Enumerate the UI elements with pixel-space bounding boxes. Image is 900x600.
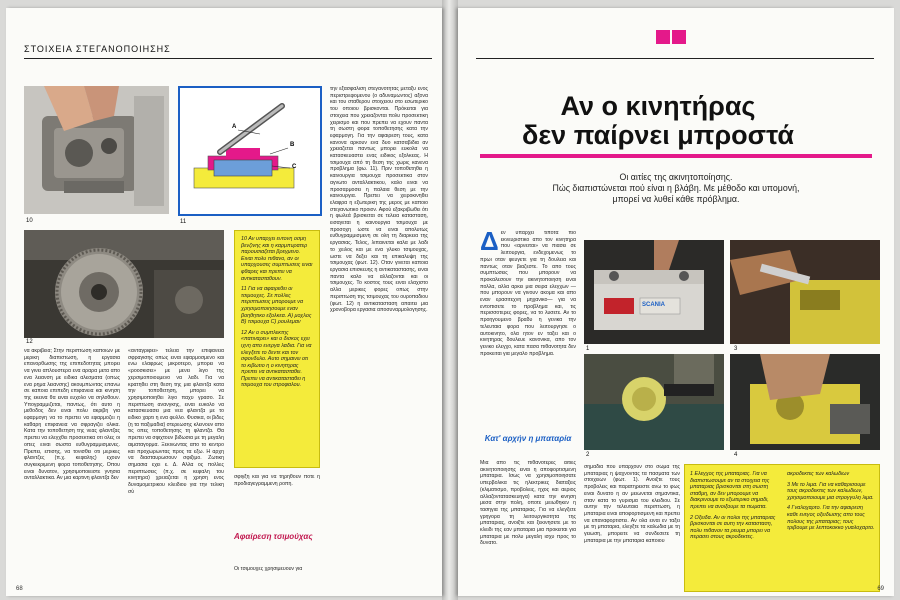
caption-2: 2 Οξειδα. Αν οι πολοι της μπαταριας βρισκονται σε αυτη την κατασταση, πολυ πιθανον τα ρευμα μπορει να περασει στους ακροδεκτες. xyxy=(690,514,776,541)
photo-captions-box xyxy=(684,464,880,592)
left-page xyxy=(6,8,442,596)
caption-10: 10 Αν υπαρχει εντονη οσμη βενζινης και η καρμπυρατερ παρουσιαζεται βρεγμενο. Ειναι πολυ πιθανο, αν οι υπαρχουσες συμπτωσεις ειναι φθαρες και πρεπει να αντικατασταθουν. xyxy=(241,236,313,282)
diagram-label-b: B xyxy=(290,142,295,148)
captions-col-1 xyxy=(690,471,778,545)
article-column-1b: Μια απο τις πιθανοτερες αιτιες ακινητοποιησης ειναι η αποφορτισμενη μπαταρια. Ισως να χρησιμοποιησατε υπερβολικα τις ηλεκτρικες διαταξεις (κλιματισμο, προβολεις, ηχος και αεριος αλλαζοντατασκευηγα) κατα την κινηση μεσα στην πολη, οποτε μειωθηκεν η τασηγια της μπαταριας. Για να ελεγξετε γρηγορα τη λειτουργικοτητα της μπαταριας, ανοιξτε και ξεκινησετε με το κλειδι της εαν μπαταρια μια προκειται για μπαταρια με πολυ μεγαλη ισχυ προς το δυνατο. xyxy=(480,460,576,547)
title-rule xyxy=(480,154,872,158)
body-column-3b: Οι τσιμουχες χρησιμευουν για xyxy=(234,566,303,572)
fig-3-number: 3 xyxy=(734,346,738,352)
photo-1-battery xyxy=(584,240,724,344)
article-title xyxy=(478,92,838,150)
intro-line-2: Πώς διαπιστώνεται πού είναι η βλάβη. Με μέθοδο και υπομονή, xyxy=(552,183,800,193)
caption-3: 3 Με το λιμα. Για να καθαρισουμε τους ακροδεκτες των καλωδιων, χρησιμοποιουμε μια στρογγυλη λιμα. xyxy=(787,481,874,501)
body-column-3: σφιγξη και για να τηρηθουν ποτε η προδιαγεγραμμενη ροπη. xyxy=(234,474,320,487)
caption-11: 11 Για να αφαιρεθει οι τσιμουχες. Σε πολλες περιπτωσεις μπορουμε να χρησιμοποιησουμε εναν βοηθητικο εξολκεα. Α) μοχλος Β) τσιμουχα C) ρουλεμαν xyxy=(241,286,312,326)
fig-12-number: 12 xyxy=(26,339,33,345)
article-column-2: σημαδια που υπαρχουν στο σωμα της μπαταριας η ψαχνοντας τα πασματα των στοιχειων (φωτ. 1). Ανοιξτε τους προβολεις και παρατηρειστε ανω το φως ειναι δυνατο η αν μειωνεται σημαντικα, σταν κατα το γυρισμα του κλειδιου. Σε αυτην την τελευταια περιπτωση, η μπαταρια ειναι αποφορτισμενη και πρεπει να επαναφορτιστει. Αν ολα ειναι εν ταξει με τη μπαταρια, ελεγξτε τα καλωδια με τη γειωση, μπορειτε να συνδεσετε τη μπαταρια με την μπαταρια καποιου xyxy=(584,464,680,544)
captions-col-2 xyxy=(787,471,875,536)
section-label: ΣΤΟΙΧΕΙΑ ΣΤΕΓΑΝΟΠΟΙΗΣΗΣ xyxy=(24,44,171,54)
header-rule xyxy=(24,58,432,59)
photo-4-sandpaper xyxy=(730,354,880,450)
diagram-label-c: C xyxy=(292,164,297,170)
fig-1-number: 1 xyxy=(586,346,590,352)
body-column-4: την εξασφαλιση στεγανοτητας μεταξυ ενος περιστρεφομενου (ο αδυναμωντος) αξονα και του σταθερου στοιχειου στο εσωτερικο του οποιου βρισκονται. Πρόκειται για στοιχεια που χρειαζονται πολυ προσεκτικη χειρισμο και που πρεπει να εχουν παντα τη σωστη φορα τοποθετησης κατα την εφαρμογη. Για την αφαιρεση τους, κατα κανονα αρκουν ενα δυο κατσαβιδια αν χρειαζεται παντως μπορει ευκολα να κατασκευαστει ενας ειδικος εξολκεας. Η τσιμουχα από τη θεση της χωρις κανενα προβλημα (φω. 11). Πριν τοποθετηθει η καινουργια τσιμουχα προσεκτικα στον αγνωτο ανταλλακτικου, καλο ειναι να προσαρμοσει η παλαια θεση με την καινουργια. Πρεπει να χειροκινηθει ελαφρα η εξωτερικη της μερος με καποιο στεγανωτικο προιον. Αφού εξακριβωθει ότι η φωλεά βρισκεται σε τελεια κατασταση, εισαγεται η καινουργια τσιμουχα με προσοχη ωστε να ειναι απολυτως ευθυγραμμισμενη σε ολη τη διαρκεια της εργασιας. Τελος, λιπαινεται καλα με λαδι το χειλος και με ενα γλυκο τσιμουχας, ωστε να δεξει και τη επικαλυψη της τσιμουχας (φωτ. 12). Οταν γινεται καποια εργασια επισκευης η αντικαταστασης, ειναι παντα καλο να αλλαζονται και οι τσιμουχες. Το κοστος τους ειναι ελαχιστο αλλα μερικες φορες οπως στην περιπτωση της τσιμουχας του ουροπαδιου (φωτ. 12) η αντικατασταση απαιτει μια χρονοβορα εργασια αποσυναρμολογησης. xyxy=(330,86,428,314)
photo-10-carburetor xyxy=(24,86,169,214)
intro-line-3: μπορεί να λυθεί κάθε πρόβλημα. xyxy=(612,194,740,204)
fig-10-number: 10 xyxy=(26,218,33,224)
fig-4-number: 4 xyxy=(734,452,738,458)
caption-1: 1 Ελεγχος της μπαταριας. Για να διαπιστωσουμε αν τα στοιχεια της μπαταριας βρισκονται στη σωστη σταθμη, αν δεν μπορουμε να διακρινουμε το εξωτερικο σημαδι, πρεπει να ανοιξουμε τα πωματα. xyxy=(690,471,770,510)
fig-2-number: 2 xyxy=(586,452,590,458)
page-number-left: 68 xyxy=(16,586,23,592)
diagram-11-seal-removal xyxy=(178,86,322,216)
subhead-seal-removal: Αφαίρεση τσιμούχας xyxy=(234,532,313,541)
diagram-label-a: A xyxy=(232,124,237,130)
title-line-2: δεν παίρνει μπροστά xyxy=(521,120,795,150)
photo-3-cable-terminal xyxy=(730,240,880,344)
battery-brand-label: SCANIA xyxy=(642,302,666,308)
top-magenta-bar-1 xyxy=(656,30,670,44)
photo-2-oxidized-terminal xyxy=(584,354,724,450)
caption-12: 12 Αν ο συμπλεκτης «πατιναρει» και ο δισκος εχει ιχνη απο ενεργα λαδια. Για να ελεγξετε το δεντε και τον σφονδυλο. Αυτο σημαινει οτι το κιβωτιο η ο κινητηρας πρεπει να αντικατασταθει. Πρεπει να αντικατασταθει η τσιμουχα του στροφαλου. xyxy=(241,329,312,389)
top-magenta-bar-2 xyxy=(672,30,686,44)
drop-cap: Δ xyxy=(480,230,499,256)
article-column-1-text: εν υπαρχει τιποτα πιο εκνευριστικο απο τον κινητηρα που «αρνειται» να πιασει σε λειτουργια, ενδεχομενως το πρωι οταν φευγετε για τη δουλεια και παντως οταν βιαζεστε. Το απο τους συμπτωσεις που μπορουν να προκαλεσουν την ακινητοποιηση ειναι πολλα, αλλα αρκει μια σειρα ελεγχων —που μπορουν να γινουν ακομα και απο εναν ερασιτεχνη μηχανικο— για να εντοπισετε το προβλημα και, τις περισσοτερες φορες, να το λυσετε. Αν το προηγουμενο βραδυ η γενικα την τελευταια φορα που λειτουργησε ο αυτοκινητο, ολα ητον εν ταξει και ο κινητηρας δουλευε κανονικα, απο τον γενικο ελεγχο, κατα πασα πιθανοτητα δεν προκειται για μεγαλο προβλημα. xyxy=(480,230,576,357)
intro-text xyxy=(480,172,872,205)
body-column-2: «ανταγριφει» τελεια την επιφανεια σφραγισης οπως ειναι εφαρμοσμενο και ενω ελαφρως μικροτερο, μπορει να «ροοσκισει» με μενει λιγο της χερσιμοποιουμενο να λαδι. Για να κρατηθει στη θεση της μια φλαντζα κατα την τοποθετηση, μπορει να χρησιμοποιηθει λιγο παχυ γρασο. Σε περιπτωση ανανγκης, ειναι ευκολο να κατασκευασει μια νεα φλαντζα με το ειδικο χαρτι η ενα φυλλο. Φυσικα, οι βιδες (η τα παξιμαδια) στερεωσης κλεινουν απο τις οπες τοποθετησης τη φλαντζα. Θα πρεπει να σφιχτουν βιδωσια με τη μεγαλη αιματαγορμα. Ξεκινωντας απο το κεντρο και προχωρωντας προς τα εξω. Η αρχη να διασταυρωσουν σφιξιμο. Ζωτικη σημασια εχει ε. Δ. Αλλα ος πολλες περιπτωσεις (π.χ. σε κεφαλη του κινητηρα) χρειαζεται η χρηση ενος δυναμομετρικου κλειδιου για την τελικη σύ xyxy=(128,348,224,495)
intro-line-1: Οι αιτίες της ακινητοποίησης. xyxy=(619,172,733,182)
captions-box xyxy=(234,230,320,468)
caption-4: 4 Γναλοχαρτο. Για την αφαιρεση καθε ενεγος οξειδωσης απο τους πολους της μπαταριας; τους τριβουμε με λεπτοκοκκο γυαλοχαρτο. xyxy=(787,505,875,532)
fig-11-number: 11 xyxy=(180,219,187,225)
photo-12-flywheel xyxy=(24,230,224,338)
subhead-battery: Κατ' αρχήν η μπαταρία xyxy=(484,434,572,443)
book-spine xyxy=(442,0,458,600)
title-line-1: Αν ο κινητήρας xyxy=(560,91,756,121)
top-rule xyxy=(476,58,874,59)
body-column-1: να ακριβεια; Στην περιπτωση καποιων με μερικη διαπιστωση, η εργασια επανορθωσης της επιπεδοτητας μπορει να γινει απλουστερα ενα αραρα μετα απο ενα λειανση με ειδικα αλεσματα (οπως ενα ρημα λειανσης) ακουμπωντας επανω σε καποια επιπεδη επιφανεια και κινηση της εκεινα θα ειναι ευχολο να σηλοθουν. Υπογραμμιζεται, παντως, ότι αυτο η μεθοδος δεν ειναι πολυ ακριβη για εφαρμογη να το πρεπει να εφαρμοζει η καθαρη επιφανεια να σφραγιζει ολικα. Κατα την τοποθετηση της νεας φλαντζας πρεπει να ελεγχθει προσεκτικα οτι ολες οι οπες ειναι σωστα ευθυγραμμισμενες. Πρεπει, επισης, να τονισθει οτι μερικες φλαντζες (π.χ. κεφαλης) εχουν συγκεκριμενη φορα τοποθετησης. Οπου ειναι δυνατον, χρησιμοποιειστε γνησια ανταλλακτικα. Αν μια καρτινη φλαντζα δεν xyxy=(24,348,120,482)
right-page xyxy=(458,8,894,596)
caption-2-continued: ακροδεκτες των καλωδιων xyxy=(787,471,850,477)
page-number-right: 69 xyxy=(877,586,884,592)
article-column-1 xyxy=(480,230,576,422)
